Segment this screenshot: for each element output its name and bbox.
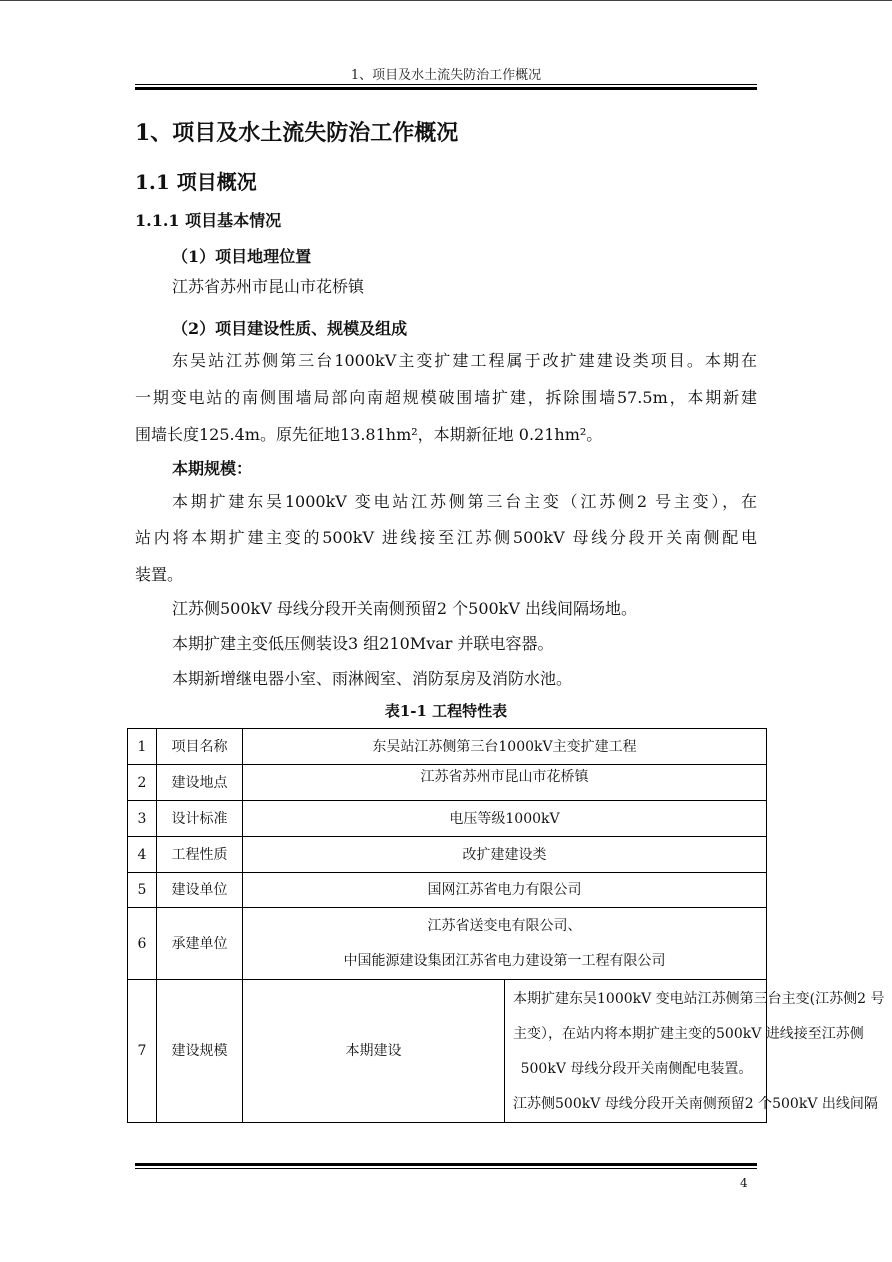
row-label: 建设规模 [157,980,243,1123]
table-row [128,729,767,765]
location-heading: （1）项目地理位置 [172,247,312,266]
scale-line-2: 站内将本期扩建主变的500kV 进线接至江苏侧500kV 母线分段开关南侧配电 [135,528,757,547]
table-row [128,765,767,801]
subsection-heading: 1.1.1 项目基本情况 [135,211,282,230]
table-row [128,908,767,980]
detail-line-1: 本期扩建东吴1000kV 变电站江苏侧第三台主变(江苏侧2 号 [513,991,885,1007]
scale-line-3: 装置。 [135,565,184,584]
page-top-border [0,0,892,1]
section-heading: 1.1 项目概况 [135,170,257,194]
row-number: 5 [128,873,157,908]
row-number: 3 [128,801,157,837]
nature-heading: （2）项目建设性质、规模及组成 [172,319,408,338]
nature-line-1: 东吴站江苏侧第三台1000kV主变扩建工程属于改扩建建设类项目。本期在 [172,351,757,370]
row-number: 7 [128,980,157,1123]
header-rule-thick [135,87,757,90]
footer-rule-thin [135,1168,757,1169]
row-label: 项目名称 [157,729,243,765]
contractor-line-1: 江苏省送变电有限公司、 [427,917,582,934]
page-number: 4 [740,1176,748,1190]
extra-line-1: 江苏侧500kV 母线分段开关南侧预留2 个500kV 出线间隔场地。 [172,599,638,618]
table-row [128,801,767,837]
project-spec-table [127,728,885,1123]
table-row [128,837,767,873]
detail-line-3: 500kV 母线分段开关南侧配电装置。 [520,1061,753,1077]
row-label: 设计标准 [157,801,243,837]
chapter-heading: 1、项目及水土流失防治工作概况 [135,120,459,146]
row-number: 6 [128,908,157,980]
contractor-line-2: 中国能源建设集团江苏省电力建设第一工程有限公司 [343,952,666,969]
nature-line-3: 围墙长度125.4m。原先征地13.81hm²，本期新征地 0.21hm²。 [135,425,603,444]
row-label: 承建单位 [157,908,243,980]
footer-rule-thick [135,1163,757,1166]
row-value: 改扩建建设类 [243,837,767,873]
table-row [128,980,767,1123]
header-rule-thin [135,84,757,85]
extra-line-3: 本期新增继电器小室、雨淋阀室、消防泵房及消防水池。 [172,669,573,688]
row-detail [505,980,885,1123]
row-value [243,908,767,980]
table-caption: 表1-1 工程特性表 [384,702,508,720]
row-label: 工程性质 [157,837,243,873]
detail-line-4: 江苏侧500kV 母线分段开关南侧预留2 个500kV 出线间隔 [513,1096,878,1112]
row-sub-label: 本期建设 [243,980,505,1123]
table-row [128,873,767,908]
nature-line-2: 一期变电站的南侧围墙局部向南超规模破围墙扩建，拆除围墙57.5m，本期新建 [135,388,757,407]
detail-line-2: 主变），在站内将本期扩建主变的500kV 进线接至江苏侧 [513,1026,864,1042]
row-number: 1 [128,729,157,765]
row-label: 建设地点 [157,765,243,801]
running-header: 1、项目及水土流失防治工作概况 [350,68,542,83]
row-value: 国网江苏省电力有限公司 [243,873,767,908]
location-text: 江苏省苏州市昆山市花桥镇 [172,277,365,296]
row-value: 江苏省苏州市昆山市花桥镇 [243,765,767,801]
row-value: 电压等级1000kV [243,801,767,837]
extra-line-2: 本期扩建主变低压侧装设3 组210Mvar 并联电容器。 [172,634,554,653]
scale-line-1: 本期扩建东吴1000kV 变电站江苏侧第三台主变（江苏侧2 号主变），在 [172,492,757,511]
scale-label: 本期规模： [172,459,253,478]
row-label: 建设单位 [157,873,243,908]
row-number: 4 [128,837,157,873]
row-value: 东吴站江苏侧第三台1000kV主变扩建工程 [243,729,767,765]
row-number: 2 [128,765,157,801]
